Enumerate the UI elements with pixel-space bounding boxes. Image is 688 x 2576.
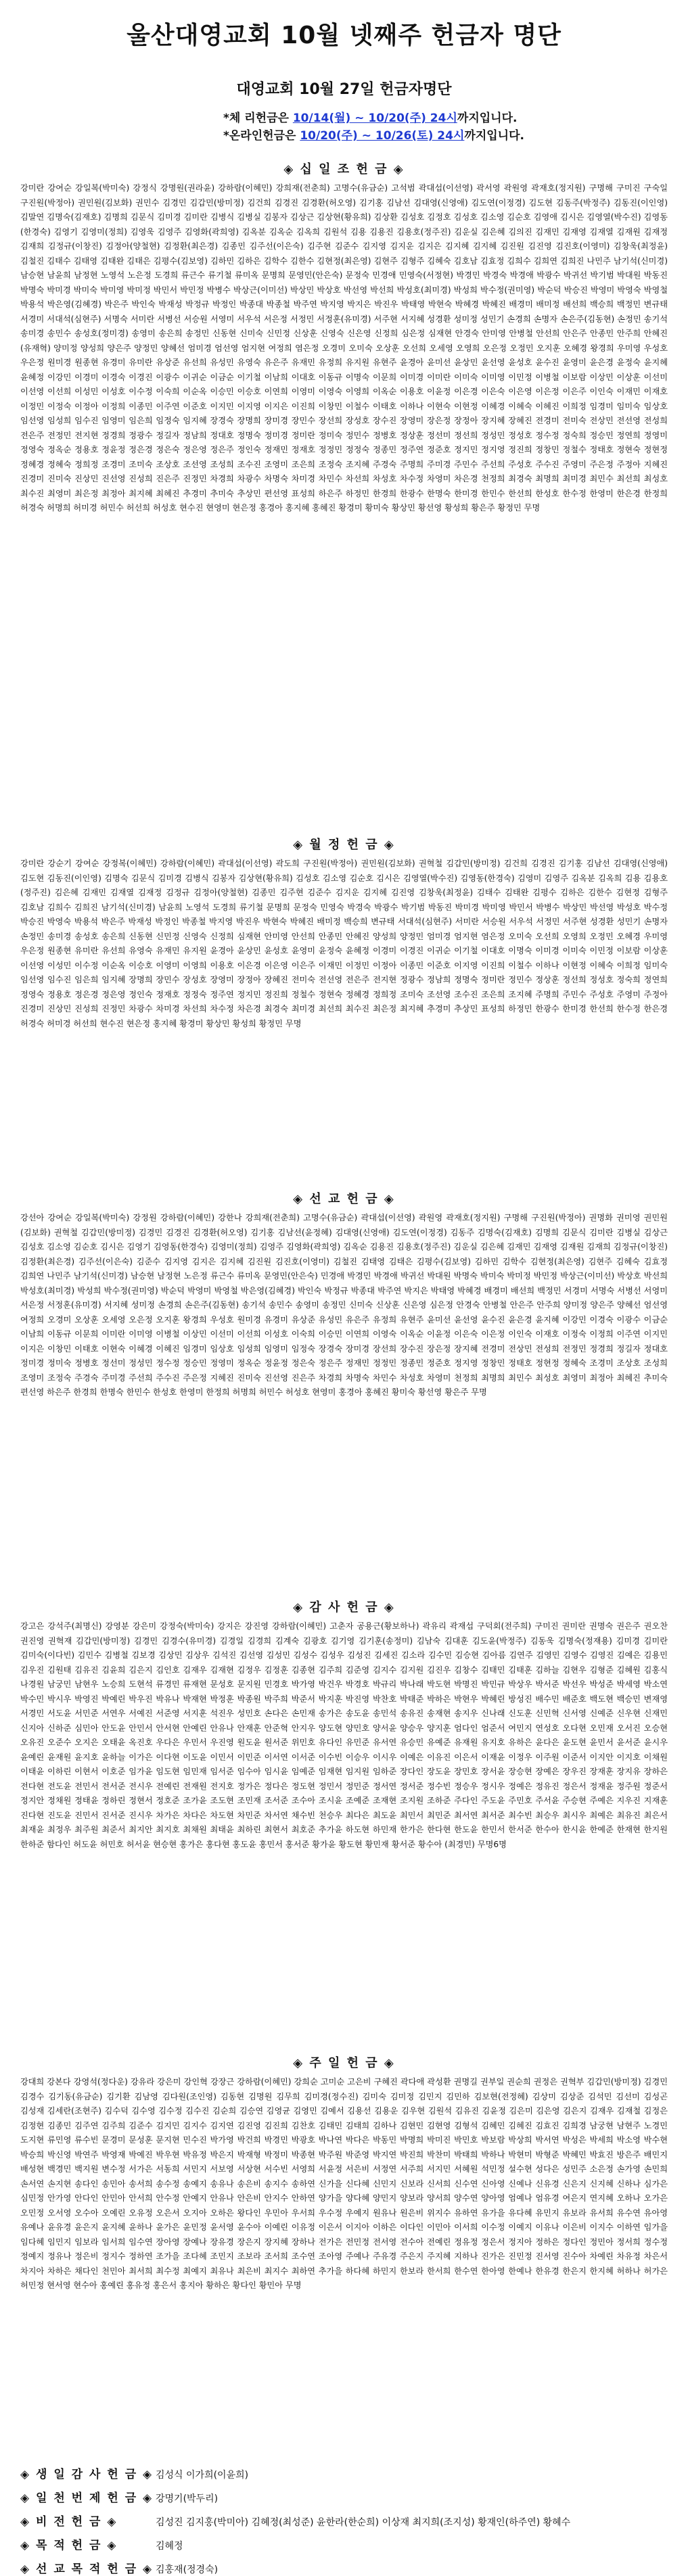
- list-item: [20, 2535, 668, 2552]
- notice-suffix: 까지입니다.: [457, 112, 518, 125]
- notice-date: 10/14(월) ~ 10/20(주) 24시: [292, 112, 457, 125]
- section-thanks: [20, 1598, 668, 2038]
- notice-prefix: *온라인헌금은: [223, 129, 300, 143]
- section-names: 강고은 강석주(최명신) 강영분 강은미 강정숙(박미숙) 강지은 강진영 강하람(이혜민) 고춘자 공용근(황보하나) 곽유리 곽재섭 구덕회(전주희) 구미진 권미란 권명숙 권은주 권오찬 권진영 권혁재 김갑민(방미정) 김경민 김경수(유미경) 김경일 김경희 김계숙 김광호 김기영 김기훈(송정미) 김남숙 김대훈 김도윤(박정주) 김동욱 김명숙(정재용) 김미경 김미란 김미숙(이다빈) 김민수 김병철 김보경 김상민 김상우 김석진 김선영 김성민 김성수 김성우 김성진 김세진 김소라 김수민 김승현 김아름 김연주 김영민 김영수 김영진 김예은 김용민 김우진 김원태 김유진 김윤희 김은지 김인호 김재우 김재현 김정우 김정훈 김종현 김주희 김준영 김지수 김지원 김진우 김창수 김태민 김태훈 김하늘 김현우 김형준 김혜원 김홍식 나경원 남궁민 남현우 노승희 도현석 류경민 류재현 문성호 문지원 민경호 박가영 박건우 박경호 박규리 박나래 박도현 박명진 박민규 박상우 박서준 박선우 박성준 박세영 박소연 박수민 박시우 박영진 박예린 박우진 박유나 박재현 박정훈 박종원 박주희 박준서 박지훈 박진영 박찬호 박태준 박하은 박현우 박혜린 방성진 배수민 배준호 백도현 백승민 변재영 서경민 서도윤 서민준 서연우 서예진 서준영 서지훈 석진우 성민호 손다은 손민재 송가은 송도윤 송민석 송유진 송재현 송지우 신나래 신도훈 신민혁 신서영 신예준 신우현 신재민 신지아 신하준 심민아 안도윤 안민서 안서현 안예린 안유나 안재훈 안준혁 안지우 양도현 양민호 양서윤 양승우 양지훈 엄다인 엄준서 여민지 연성호 오다현 오민재 오서진 오승현 오유진 오준수 오지은 오태윤 옥진호 우다은 우민서 우진영 원도윤 원서준 위민호 유다인 유민준 유서연 유승민 유예준 유재원 유지호 유하은 윤다은 윤도현 윤민서 윤서준 윤시우 윤예린 윤재원 윤지호 윤하늘 이가은 이다현 이도윤 이민서 이민준 이서연 이서준 이수빈 이승우 이시우 이예은 이유진 이은서 이재윤 이정우 이주원 이준서 이지안 이지호 이채원 이태윤 이하린 이현서 이호준 임가윤 임도현 임민재 임서준 임수아 임시윤 임예준 임재현 임지원 임하준 장다인 장도윤 장민호 장서윤 장승현 장예은 장우진 장재훈 장지유 장하은 전다현 전도윤 전민서 전서준 전시우 전예린 전재원 전지호 정가은 정다은 정도현 정민서 정민준 정서연 정서준 정수빈 정승우 정시우 정예은 정유진 정은서 정재윤 정주원 정준서 정지안 정채원 정태윤 정하린 정현서 정호준 조가윤 조도현 조민재 조서준 조수아 조시윤 조예준 조재현 조지원 조하준 주다인 주도윤 주민호 주서윤 주승현 주예은 지우진 지재훈 진다현 진도윤 진민서 진서준 진시우 차가은 차다은 차도현 차민준 차서연 채수빈 천승우 최다은 최도윤 최민서 최민준 최서연 최서준 최수빈 최승우 최시우 최예은 최유진 최은서 최재윤 최정우 최주원 최준서 최지안 최지호 최채원 최태윤 최하린 최현서 최호준 추가윤 하도현 하민재 한가은 한다현 한도윤 한민서 한서준 한수아 한시윤 한예준 한재현 한지원 한하준 함다인 허도윤 허민호 허서윤 현승현 홍가은 홍다현 홍도윤 홍민서 홍서준 황가윤 황도현 황민재 황서준 황수아 (최경민) 무명6명: [20, 1621, 668, 1849]
- section-title: ◈ 감 사 헌 금 ◈: [293, 1600, 395, 1615]
- notice-suffix: 까지입니다.: [464, 129, 524, 143]
- section-mission: [20, 1189, 668, 1583]
- offering-names: 김홍재(정경숙): [156, 2565, 219, 2575]
- special-offering-list: [20, 2464, 668, 2576]
- notice-prefix: *체 리헌금은: [223, 112, 293, 125]
- section-names: 강미란 강순기 강여순 강정복(이혜민) 강하람(이혜민) 곽대섭(이선영) 곽도희 구진원(박정아) 권민원(김보화) 권혁철 김갑민(방미정) 김건희 김경진 김기홍 김남선 김대영(신영애) 김도현 김동진(이인영) 김명숙 김문식 김미경 김병식 김봉자 김상현(황유희) 김성호 김소영 김순호 김시은 김영열(박수진) 김영동(한경숙) 김영미 김영주 김옥분 김옥희 김용 김용호(정주진) 김은혜 김재민 김재열 김재정 김정규 김정아(양철현) 김종민 김주현 김준수 김지운 김지혜 김진영 김창욱(최정윤) 김태수 김태완 김평수 김하은 김한수 김현정 김형주 김호남 김희수 김희진 남기석(신미경) 남윤희 노영석 도경희 류기철 문명희 문정숙 민영숙 박경숙 박광수 박기범 박동진 박미경 박미영 박민서 박병수 박상민 박선영 박성호 박수정 박승진 박영숙 박용석 박은주 박재성 박정인 박종철 박지영 박진우 박현숙 박혜진 배미정 백승희 변규태 서대석(심현주) 서미란 서승원 서우석 서정민 서주현 성경환 성민기 손명자 손정민 송미경 송성호 송은희 신동현 신민정 신영숙 신정희 심재현 안미영 안선희 안종민 안혜진 양성희 양정민 엄미경 엄지현 염은정 오미숙 오선희 오영희 오정민 오혜경 우미영 우은정 원종현 유미란 유선희 유영숙 유재민 유지원 윤경아 윤상민 윤성호 윤영미 윤정숙 윤혜정 이경미 이경진 이귀순 이기철 이대호 이명숙 이미경 이미숙 이민정 이보람 이상훈 이선영 이성민 이수정 이순옥 이승호 이영미 이영희 이용호 이은경 이은영 이은주 이재민 이정민 이정아 이종민 이준호 이지영 이진희 이철수 이하나 이현정 이혜숙 이희정 임미숙 임선영 임수진 임은희 임지혜 장명희 장민수 장성호 장영미 장정아 장혜진 전미숙 전선영 전은주 전지현 정광수 정남희 정명숙 정미란 정민수 정상훈 정선희 정성호 정숙희 정연희 정영숙 정용호 정은경 정은영 정인숙 정재호 정정숙 정주연 정지민 정진희 정철수 정현숙 정혜경 정희정 조미숙 조선영 조수진 조은희 조지혜 주명희 주민수 주성호 주영미 주정아 진경미 진상민 진성희 진정민 차광수 차미경 차선희 차수정 차은경 최경숙 최미경 최선희 최수진 최은정 최지혜 추경미 추상민 표성희 하정민 한광수 한미경 한선희 한수정 한은경 허경숙 허미경 허선희 현수진 현은정 홍지혜 황경미 황상민 황성희 황정민 무명: [20, 859, 668, 1028]
- list-item: [20, 2488, 668, 2505]
- list-item: [20, 2512, 668, 2529]
- notice-date: 10/20(주) ~ 10/26(토) 24시: [300, 129, 465, 143]
- section-names: 강대희 강본다 강영석(정다운) 강유라 강은미 강인혁 강장근 강하람(이혜민) 강희순 고미순 고은비 구혜진 곽다애 곽성환 권명길 권부일 권순희 권정은 권혁부 김갑민(방미정) 김경민 김경수 김기동(유금순) 김기환 김남영 김다원(조인영) 김동현 김명원 김무희 김미경(정수진) 김미숙 김미정 김민지 김민하 김보현(전정혜) 김상미 김상준 김석민 김선미 김성곤 김성재 김세란(조현주) 김수덕 김수영 김수정 김수진 김순희 김승연 김영균 김영민 김예서 김용선 김용운 김우현 김원석 김유진 김윤정 김은미 김은영 김은지 김재우 김재철 김정은 김정현 김종민 김주연 김주희 김준수 김지민 김지수 김지연 김진영 김진희 김찬호 김태민 김태희 김하나 김현민 김현영 김형석 김혜민 김혜진 김효진 김희경 남궁현 남현주 노경민 도지현 류민영 류수빈 문경미 문성훈 문지현 민수진 박가영 박건희 박경민 박광호 박나연 박다은 박동민 박명희 박미진 박민호 박보람 박상희 박서연 박성은 박세희 박소영 박수현 박승희 박신영 박연주 박영재 박예진 박우현 박유정 박은지 박재형 박정미 박종현 박주원 박준영 박지연 박진희 박찬미 박태희 박하나 박현미 박형준 박혜민 박효진 방은주 배민지 배성현 백경민 백지원 변수정 서가은 서동희 서민지 서보영 서상현 서수빈 서영희 서윤정 서은비 서정연 서주희 서지민 서혜원 석민정 설수현 성다은 성민주 소은정 손가영 손민희 손서연 손지현 송다인 송민아 송서희 송수정 송예지 송유나 송은비 송지수 송하연 신가을 신다혜 신민지 신보라 신서희 신수연 신아영 신예나 신유경 신은지 신지혜 신하나 심가은 심민정 안가영 안다인 안민아 안서희 안수정 안예지 안유나 안은비 안지수 안하연 양가을 양다혜 양민지 양보라 양서희 양수연 양아영 엄예나 엄유경 여은지 연지혜 오하나 오가은 오민정 오서영 오수아 오예린 오유정 오은서 오지아 오하은 왕다인 우민아 우서희 우수정 우예지 원유나 원은비 위지수 유하연 유가을 유다혜 유민지 유보라 유서희 유수연 유아영 유예나 윤유경 윤은지 윤지혜 윤하나 윤가은 윤민정 윤서영 윤수아 이예린 이유정 이은서 이지아 이하은 이다인 이민아 이서희 이수정 이예지 이유나 이은비 이지수 이하연 임가을 임다혜 임민지 임보라 임서희 임수연 장아영 장예나 장유경 장은지 장지혜 장하나 전가은 전민정 전서영 전수아 전예린 정유정 정은서 정지아 정하은 정다인 정민아 정서희 정수정 정예지 정유나 정은비 정지수 정하연 조가을 조다혜 조민지 조보라 조서희 조수연 조아영 주예나 주유경 주은지 주지혜 지하나 진가은 진민정 진서영 진수아 차예린 차유정 차은서 차지아 차하은 채다인 천민아 최서희 최수정 최예지 최유나 최은비 최지수 최하연 추가을 하다혜 하민지 한보라 한서희 한수연 한아영 한예나 한유경 한은지 한지혜 허하나 허가은 허민정 현서영 현수아 홍예린 홍유정 홍은서 홍지아 황하은 황다인 황민아 무명: [20, 2077, 668, 2290]
- section-title: ◈ 십 일 조 헌 금 ◈: [283, 162, 405, 176]
- offering-names: 강명기(박두리): [156, 2494, 219, 2504]
- page-title: 울산대영교회 10월 넷째주 헌금자 명단: [127, 22, 561, 49]
- list-item: [20, 2559, 668, 2576]
- list-item: [20, 2464, 668, 2481]
- offering-label: ◈ 일 천 번 제 헌 금 ◈: [20, 2491, 154, 2505]
- offering-label: ◈ 선 교 목 적 헌 금 ◈: [20, 2562, 154, 2576]
- section-title: ◈ 선 교 헌 금 ◈: [293, 1192, 395, 1206]
- page-subtitle: 대영교회 10월 27일 헌금자명단: [236, 81, 452, 98]
- section-names: 강미란 강여순 강일복(박미숙) 강정식 강명원(권라윤) 강하람(이혜민) 강희재(전춘희) 고명수(유금순) 고석범 곽대섭(이선영) 곽서영 곽원영 곽재호(정지원) 구명해 구미진 구숙일 구진원(박정아) 권민원(김보화) 권민수 김경민 김갑민(방미정) 김건희 김경진 김경환(허오영) 김기홍 김남선 김대영(신영애) 김도연(이정경) 김도현 김동주(박정주) 김동진(이인영) 김말연 김명숙(김재호) 김명희 김문식 김미경 김미란 김병식 김병실 김봉자 김상근 김상현(황유희) 김상환 김성호 김정호 김성호 김소영 김순호 김영애 김시은 김영열(박수진) 김영동(한경숙) 김영기 김영미(정희) 김영욱 김영주 김영화(곽희영) 김옥분 김옥순 김옥희 김원석 김용 김용진 김용호(정주진) 김운실 김은혜 김의진 김재민 김재영 김재열 김재원 김재정 김재희 김정규(이창진) 김정아(양철현) 김정환(최은경) 김종민 김주선(이은숙) 김주현 김준수 김지영 김지운 김지은 김지혜 김지혜 김진원 김진영 김진호(이영미) 김창욱(최정윤) 김철진 김태수 김태영 김태완 김태은 김평수(김보영) 김하민 김하은 김학수 김한수 김현정(최은영) 김현주 김형주 김혜숙 김호남 김효정 김희수 김희연 김희진 나민주 남기석(신미경) 남승현 남윤희 남정현 노영석 노은정 도경희 류근수 류기철 류미옥 문명희 문영민(안은숙) 문정숙 민경애 민영숙(서정현) 박경민 박경숙 박경애 박광수 박귀선 박기범 박대원 박동진 박명숙 박미경 박미숙 박미영 박미정 박민서 박민정 박병수 박상근(이미선) 박상민 박상호 박선영 박선희 박성호(최미경) 박성희 박수정(권미영) 박순덕 박승진 박영미 박영숙 박영철 박용석 박은영(김혜경) 박은주 박인숙 박재성 박정규 박정인 박종대 박종철 박주연 박지영 박지은 박진우 박태영 박현숙 박혜경 박혜진 배경미 배미정 배선희 백승희 백정민 변규태 서경미 서대석(심현주) 서명숙 서미란 서병선 서승원 서영미 서우석 서은정 서정민 서정훈(유미경) 서주현 서지혜 성경환 성미정 성민기 손경희 손명자 손은주(김동현) 손정민 송기석 송미경 송민수 송성호(정미경) 송영미 송은희 송정민 신동현 신미숙 신민정 신상훈 신영숙 신은영 신정희 심은정 심재현 안경숙 안미영 안병철 안선희 안은주 안종민 안주희 안혜진(유재혁) 양미정 양성희 양은주 양정민 양혜선 엄미경 엄선영 엄지현 여정희 염은정 오경미 오미숙 오상훈 오선희 오세영 오영희 오은정 오정민 오지훈 오혜경 왕경희 우미영 우성호 우은정 원미경 원종현 유경미 유미란 유상준 유선희 유성민 유영숙 유은주 유재민 유정희 유지원 유현주 윤경아 윤미선 윤상민 윤선영 윤성호 윤수진 윤영미 윤은경 윤정숙 윤지혜 윤혜정 이강민 이경미 이경숙 이경진 이광수 이귀순 이금순 이기철 이남희 이대호 이동규 이명숙 이문희 이미경 이미란 이미숙 이미영 이민정 이병철 이보람 이상민 이상훈 이선미 이선영 이선희 이성민 이성호 이수정 이숙희 이순옥 이승민 이승호 이연희 이영미 이영숙 이영희 이옥순 이용호 이윤정 이은경 이은숙 이은영 이은정 이은주 이인숙 이재민 이재호 이정민 이정숙 이정아 이정희 이종민 이주연 이준호 이지민 이지영 이지은 이진희 이창민 이철수 이태호 이하나 이현숙 이현정 이혜경 이혜숙 이혜진 이희정 임경미 임미숙 임상호 임선영 임성희 임수진 임영미 임은희 임정숙 임지혜 장경숙 장명희 장미경 장민수 장선희 장성호 장수진 장영미 장은정 장정아 장지혜 장혜진 전경미 전미숙 전상민 전선영 전성희 전은주 전정민 전지현 정경희 정광수 정길자 정남희 정대호 정명숙 정미경 정미란 정미숙 정민수 정병호 정상훈 정선미 정선희 정성민 정성호 정수정 정숙희 정승민 정연희 정영미 정영숙 정옥순 정용호 정윤정 정은경 정은숙 정은영 정은주 정인숙 정재민 정재호 정정민 정정숙 정종민 정주연 정준호 정지민 정지영 정진희 정창민 정철수 정태호 정현숙 정현정 정혜경 정혜숙 정희정 조경미 조미숙 조상호 조선영 조성희 조수진 조영미 조은희 조정숙 조지혜 주경숙 주명희 주미경 주민수 주선희 주성호 주수진 주영미 주은정 주정아 지혜진 진경미 진미숙 진상민 진선영 진성희 진은주 진정민 차경희 차광수 차명숙 차미경 차민수 차선희 차성호 차수정 차영미 차은경 천정희 최경숙 최명희 최미경 최민수 최선희 최성호 최수진 최영미 최은정 최정아 최지혜 최혜진 추경미 추미숙 추상민 편선영 표성희 하은주 하정민 한경희 한광수 한명숙 한미경 한민수 한선희 한성호 한수정 한영미 한은경 한정희 허경숙 허명희 허미경 허민수 허선희 허성호 현수진 현영미 현은정 홍경아 홍지혜 홍혜진 황경미 황미숙 황상민 황선영 황성희 황은주 황정민 무명: [20, 183, 668, 512]
- section-title: ◈ 월 정 헌 금 ◈: [293, 838, 395, 852]
- section-monthly: [20, 835, 668, 1174]
- offering-label: ◈ 비 전 헌 금 ◈: [20, 2515, 118, 2529]
- offering-names: 김성진 김지홍(박미아) 김혜정(최성준) 윤한라(한순희) 이상재 최지희(조지성) 황재인(하주연) 황혜수: [156, 2517, 571, 2528]
- section-tithe: [20, 160, 668, 820]
- notice-block: [20, 110, 668, 145]
- section-title: ◈ 주 일 헌 금 ◈: [293, 2056, 395, 2070]
- offering-names: 김성식 이가희(이윤희): [156, 2470, 249, 2481]
- section-sunday: [20, 2053, 668, 2454]
- section-names: 강선아 강여순 강일복(박미숙) 강정원 강하람(이혜민) 강한나 강희재(전춘희) 고명수(유금순) 곽대섭(이선영) 곽원영 곽재호(정지원) 구명해 구진원(박정아) 권명화 권미영 권민원(김보화) 권혁철 김갑민(방미정) 김경민 김경진 김경환(허오영) 김기홍 김남선(윤정혜) 김대영(신영애) 김도연(이정경) 김동주 김명숙(김재호) 김명희 김문식 김미란 김병실 김상근 김성호 김소영 김순호 김시은 김영기 김영동(한경숙) 김영미(정희) 김영주 김영화(곽희영) 김옥순 김용진 김용호(정주진) 김운실 김은혜 김재민 김재영 김재원 김재희 김정규(이창진) 김정환(최은경) 김주선(이은숙) 김준수 김지영 김지은 김지혜 김진원 김진호(이영미) 김철진 김태영 김태은 김평수(김보영) 김하민 김학수 김현정(최은영) 김현주 김혜숙 김효정 김희연 나민주 남기석(신미경) 남승현 남정현 노은정 류근수 류미옥 문영민(안은숙) 민경애 박경민 박경애 박귀선 박대원 박명숙 박미숙 박미정 박민정 박상근(이미선) 박상호 박선희 박성호(최미경) 박성희 박수정(권미영) 박순덕 박영미 박영철 박은영(김혜경) 박인숙 박정규 박종대 박주연 박지은 박태영 박혜경 배경미 배선희 백정민 서경미 서명숙 서병선 서영미 서은정 서정훈(유미경) 서지혜 성미정 손경희 손은주(김동현) 송기석 송민수 송영미 송정민 신미숙 신상훈 신은영 심은정 안경숙 안병철 안은주 안주희 양미정 양은주 양혜선 엄선영 여정희 오경미 오상훈 오세영 오은정 오지훈 왕경희 우성호 원미경 유경미 유상준 유성민 유은주 유정희 유현주 윤미선 윤선영 윤수진 윤은경 윤지혜 이강민 이경숙 이광수 이금순 이남희 이동규 이문희 이미란 이미영 이병철 이상민 이선미 이선희 이성호 이숙희 이승민 이연희 이영숙 이옥순 이윤정 이은숙 이은정 이인숙 이재호 이정숙 이정희 이주연 이지민 이지은 이창민 이태호 이현숙 이혜경 이혜진 임경미 임상호 임성희 임영미 임정숙 장경숙 장미경 장선희 장수진 장은정 장지혜 전경미 전상민 전성희 전정민 정경희 정길자 정대호 정미경 정미숙 정병호 정선미 정성민 정수정 정승민 정영미 정옥순 정윤정 정은숙 정은주 정재민 정정민 정종민 정준호 정지영 정창민 정태호 정현정 정혜숙 조경미 조상호 조성희 조영미 조정숙 주경숙 주미경 주선희 주수진 주은정 지혜진 진미숙 진선영 진은주 차경희 차명숙 차민수 차성호 차영미 천정희 최명희 최민수 최성호 최영미 최정아 최혜진 추미숙 편선영 하은주 한경희 한명숙 한민수 한성호 한영미 한정희 허명희 허민수 허성호 현영미 홍경아 홍혜진 황미숙 황선영 황은주 무명: [20, 1213, 668, 1397]
- notice-line: [223, 127, 668, 145]
- offering-names: 김혜정: [156, 2541, 183, 2552]
- notice-line: [223, 110, 668, 127]
- offering-label: ◈ 생 일 감 사 헌 금 ◈: [20, 2468, 154, 2481]
- offering-label: ◈ 목 적 헌 금 ◈: [20, 2539, 118, 2552]
